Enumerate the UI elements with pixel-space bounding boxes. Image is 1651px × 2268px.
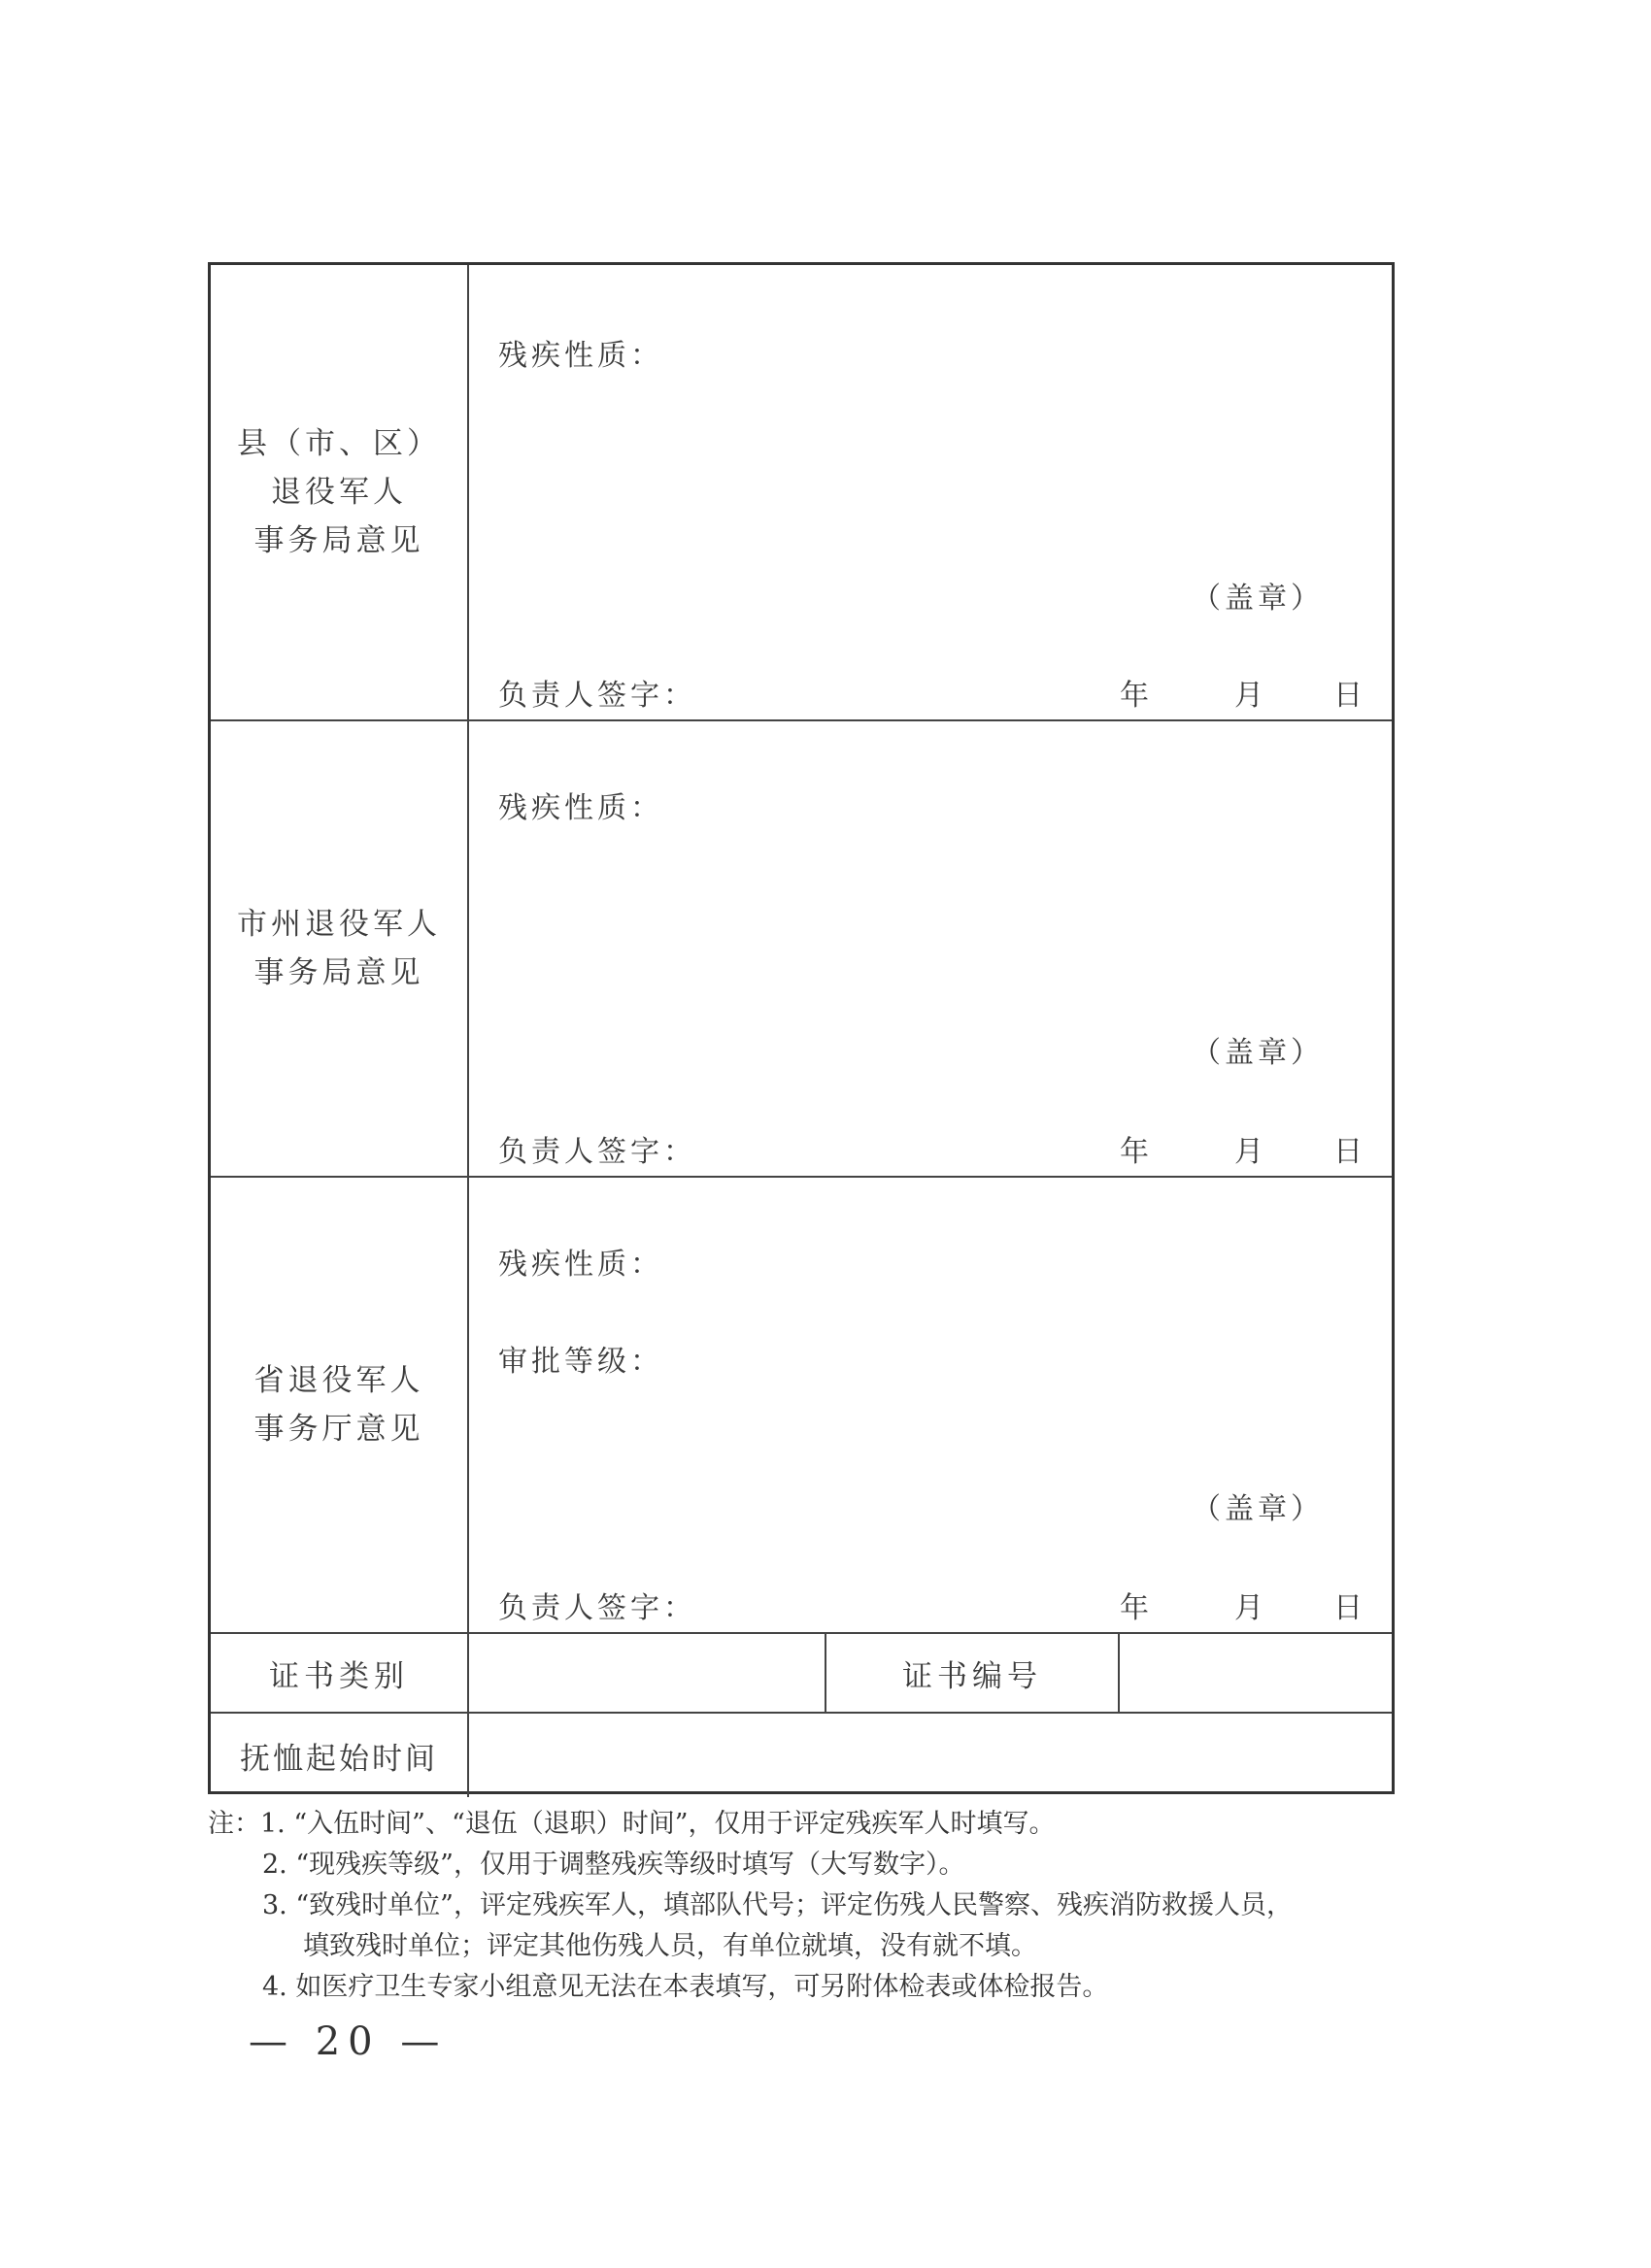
province-opinion-row: [211, 1178, 1392, 1634]
stamp-label: （盖章）: [1192, 1492, 1324, 1526]
date-month-label: 月: [1234, 1135, 1264, 1169]
date-year-label: 年: [1120, 679, 1149, 713]
date-day-label: 日: [1333, 679, 1363, 713]
pension-start-field[interactable]: [469, 1714, 1392, 1797]
city-opinion-row: [211, 721, 1392, 1178]
certificate-number-label: 证书编号: [826, 1634, 1120, 1712]
county-opinion-row: [211, 265, 1392, 721]
note-item: 2. “现残疾等级”，仅用于调整残疾等级时填写（大写数字）。: [262, 1850, 965, 1880]
date-day-label: 日: [1333, 1135, 1363, 1169]
form-notes: [208, 1804, 1412, 2008]
page-number: — 20 —: [249, 2019, 448, 2064]
certificate-type-field[interactable]: [469, 1634, 826, 1712]
city-opinion-label: 市州退役军人 事务局意见: [211, 721, 469, 1176]
signature-label: 负责人签字：: [498, 1135, 696, 1169]
province-opinion-label: 省退役军人 事务厅意见: [211, 1178, 469, 1632]
certificate-type-label: 证书类别: [211, 1634, 469, 1712]
city-opinion-content[interactable]: [469, 721, 1392, 1176]
certificate-row: [211, 1634, 1392, 1714]
signature-label: 负责人签字：: [498, 679, 696, 713]
date-day-label: 日: [1333, 1591, 1363, 1625]
note-item: 填致残时单位；评定其他伤残人员，有单位就填，没有就不填。: [303, 1931, 1037, 1961]
approval-grade-label: 审批等级：: [498, 1345, 663, 1379]
note-item: 4. 如医疗卫生专家小组意见无法在本表填写，可另附体检表或体检报告。: [262, 1972, 1109, 2002]
county-opinion-label: 县（市、区） 退役军人 事务局意见: [211, 265, 469, 719]
notes-prefix: 注：: [208, 1809, 260, 1839]
county-opinion-content[interactable]: [469, 265, 1392, 719]
date-month-label: 月: [1234, 679, 1264, 713]
certificate-number-field[interactable]: [1120, 1634, 1392, 1712]
date-year-label: 年: [1120, 1135, 1149, 1169]
stamp-label: （盖章）: [1192, 1036, 1324, 1070]
province-opinion-content[interactable]: [469, 1178, 1392, 1632]
date-month-label: 月: [1234, 1591, 1264, 1625]
pension-start-row: [211, 1714, 1392, 1797]
note-item: 3. “致残时单位”，评定残疾军人，填部队代号；评定伤残人民警察、残疾消防救援人员，: [262, 1890, 1293, 1920]
disability-nature-label: 残疾性质：: [498, 1248, 663, 1282]
stamp-label: （盖章）: [1192, 582, 1324, 616]
signature-label: 负责人签字：: [498, 1591, 696, 1625]
date-year-label: 年: [1120, 1591, 1149, 1625]
disability-nature-label: 残疾性质：: [498, 339, 663, 373]
approval-form-table: [208, 262, 1395, 1794]
disability-nature-label: 残疾性质：: [498, 791, 663, 825]
pension-start-label: 抚恤起始时间: [211, 1714, 469, 1797]
note-item: 注：1. “入伍时间”、“退伍（退职）时间”，仅用于评定残疾军人时填写。: [208, 1809, 1056, 1839]
